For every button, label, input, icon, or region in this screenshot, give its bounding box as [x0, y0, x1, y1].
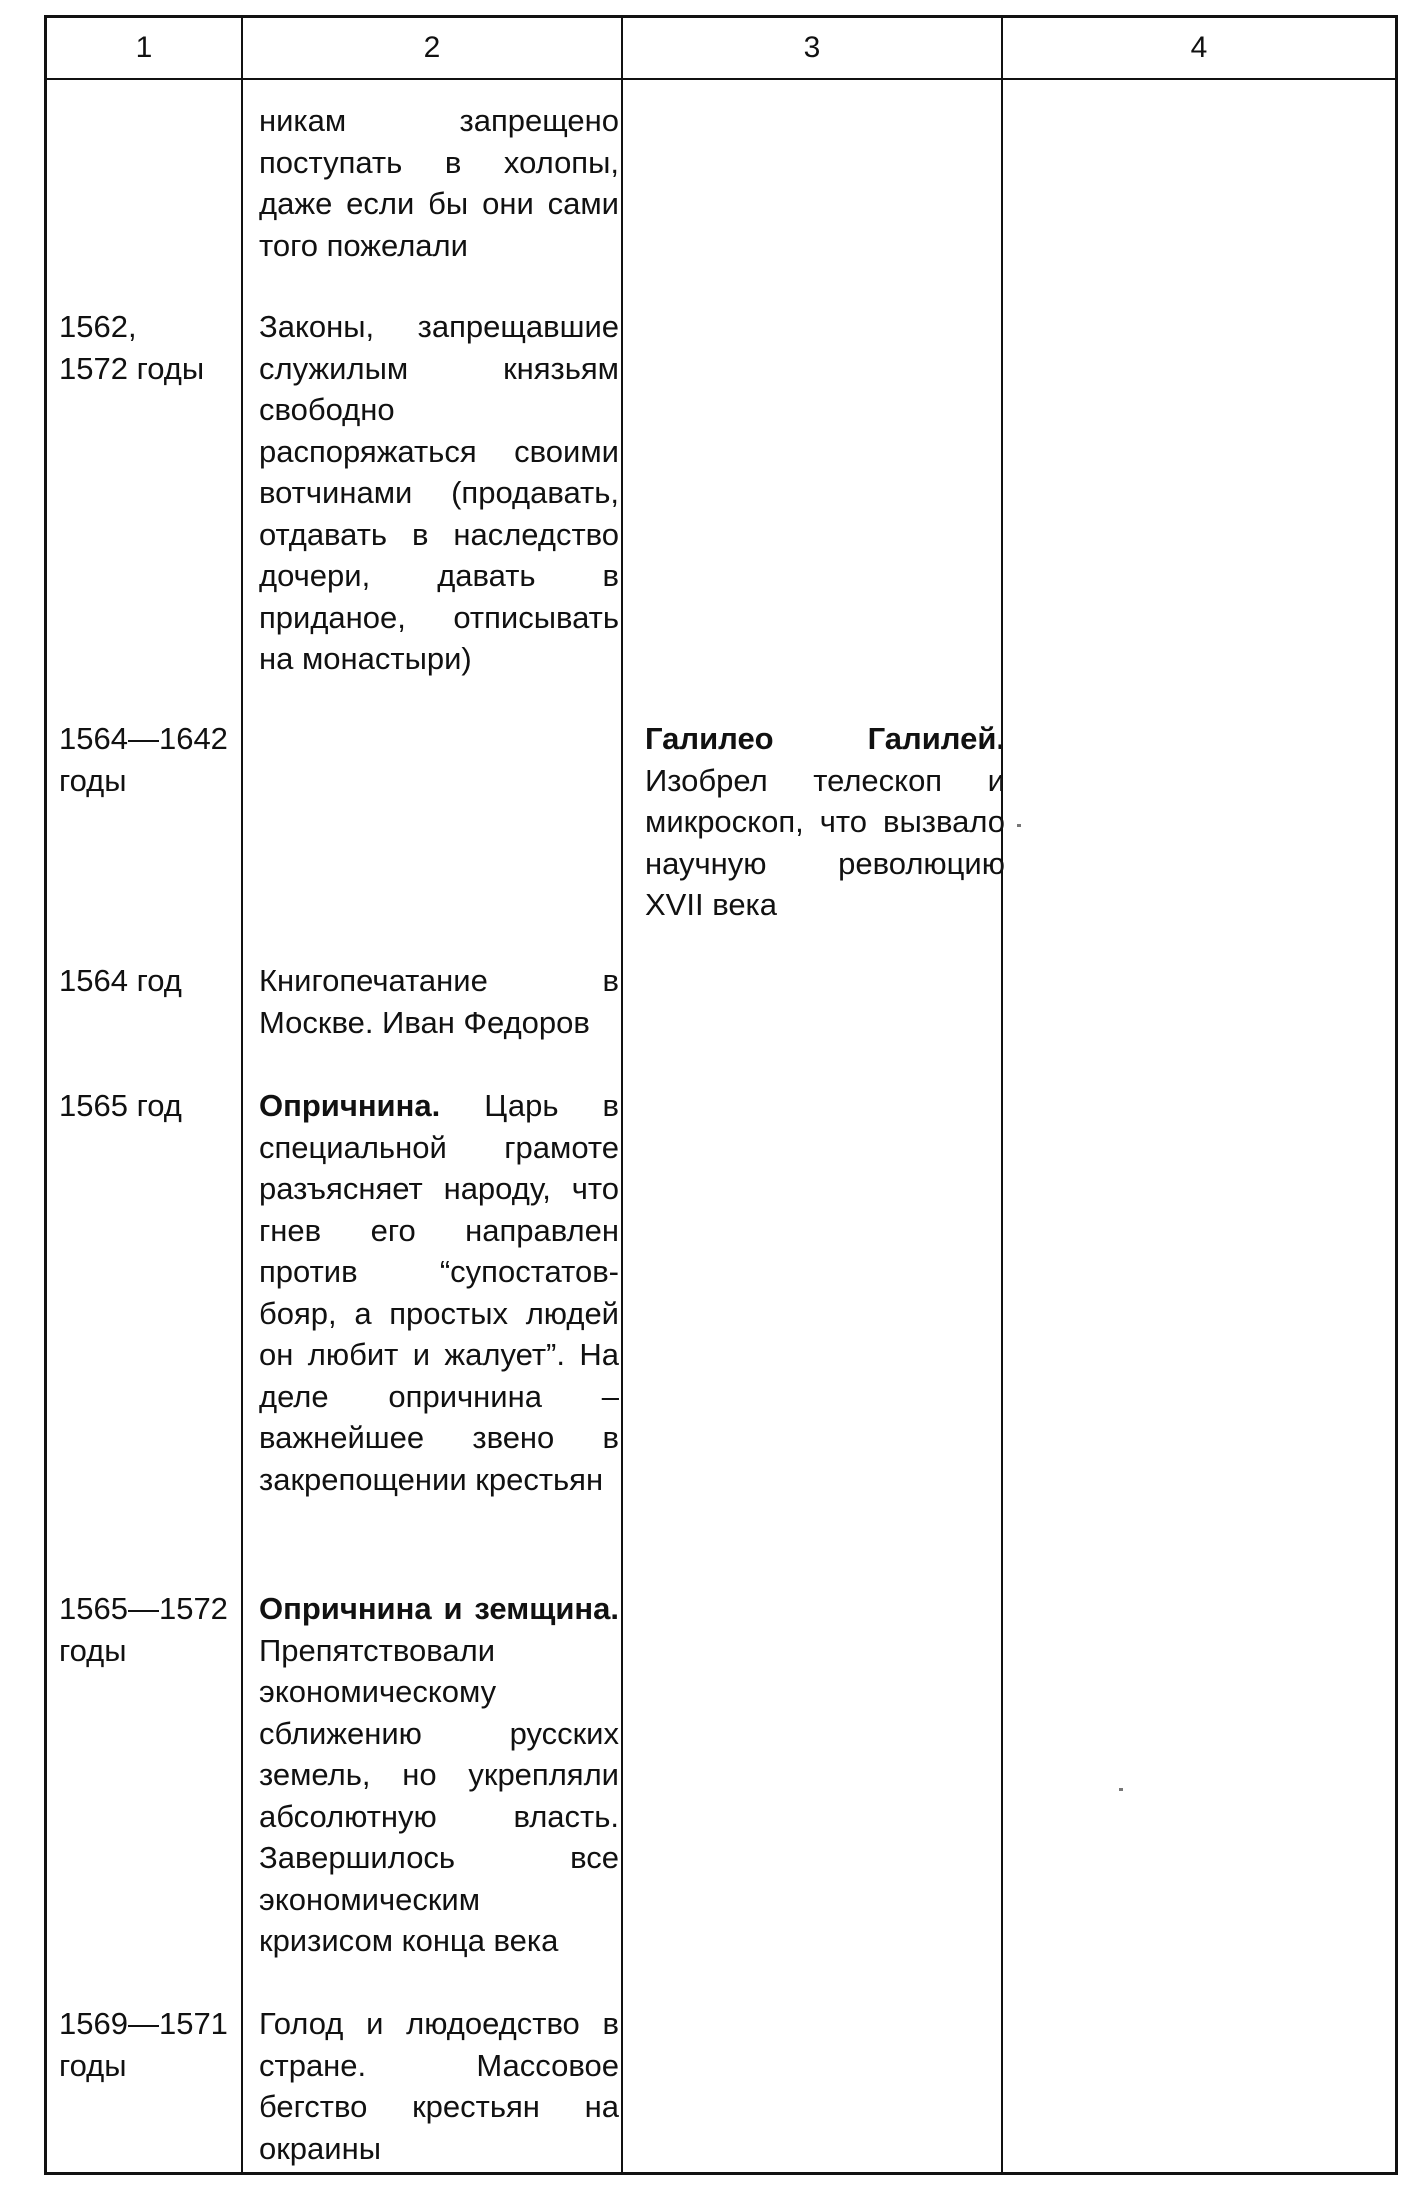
scan-speck	[1119, 1788, 1123, 1791]
header-col-3: 3	[803, 31, 821, 64]
row-5-col2-bold: Опричнина и земщина.	[259, 1591, 619, 1626]
table-header-row	[47, 18, 1395, 80]
table-row-0-col2	[259, 100, 619, 266]
row-6-col2-text: Голод и людоедство в стране. Массовое бегство крестьян на окраины	[259, 2006, 619, 2166]
column-divider	[621, 18, 623, 2172]
table-row-3-col2	[259, 960, 619, 1043]
chronology-table	[44, 15, 1398, 2175]
scan-speck	[1017, 824, 1021, 827]
row-3-col2-text: Книгопечатание в Москве. Иван Федоров	[259, 963, 619, 1040]
row-1-col2-text: Законы, запрещавшие служилым князьям свободно распоряжаться своими вотчинами (продавать, отдавать в наследство дочери, давать в приданое, отписывать на монастыри)	[259, 309, 619, 676]
table-row-2-col3	[645, 718, 1005, 926]
table-row-4-col2	[259, 1085, 619, 1500]
table-row-6-date: 1569—1571 годы	[59, 2006, 228, 2083]
row-4-col2-bold: Опричнина.	[259, 1088, 441, 1123]
table-row-1-col2	[259, 306, 619, 680]
table-row-1-date: 1562, 1572 годы	[59, 309, 205, 386]
row-2-col3-text: Изобрел телескоп и микроскоп, что вызвало научную революцию XVII века	[645, 762, 1005, 922]
column-divider	[1001, 18, 1003, 2172]
table-row-4-date: 1565 год	[59, 1088, 182, 1123]
table-row-5-date: 1565—1572 годы	[59, 1591, 228, 1668]
table-row-5-col2	[259, 1588, 619, 1962]
table-row-3-date: 1564 год	[59, 963, 182, 998]
header-col-4: 4	[1190, 31, 1208, 64]
header-col-1: 1	[135, 31, 153, 64]
header-col-2: 2	[423, 31, 441, 64]
row-2-col3-bold: Галилео Галилей.	[645, 721, 1005, 756]
row-5-col2-text: Препятствовали экономическому сближению русских земель, но укрепляли абсолютную власть. Завершилось все экономическим кризисом конца века	[259, 1632, 619, 1958]
table-row-6-col2	[259, 2003, 619, 2169]
table-row-2-date: 1564—1642 годы	[59, 721, 228, 798]
row-4-col2-text: Царь в специальной грамоте разъясняет народу, что гнев его направлен против “супостатов-бояр, а простых людей он любит и жалует”. На деле опричнина – важнейшее звено в закрепощении крестьян	[259, 1088, 619, 1497]
row-0-col2-text: никам запрещено поступать в холопы, даже если бы они сами того пожелали	[259, 103, 619, 263]
